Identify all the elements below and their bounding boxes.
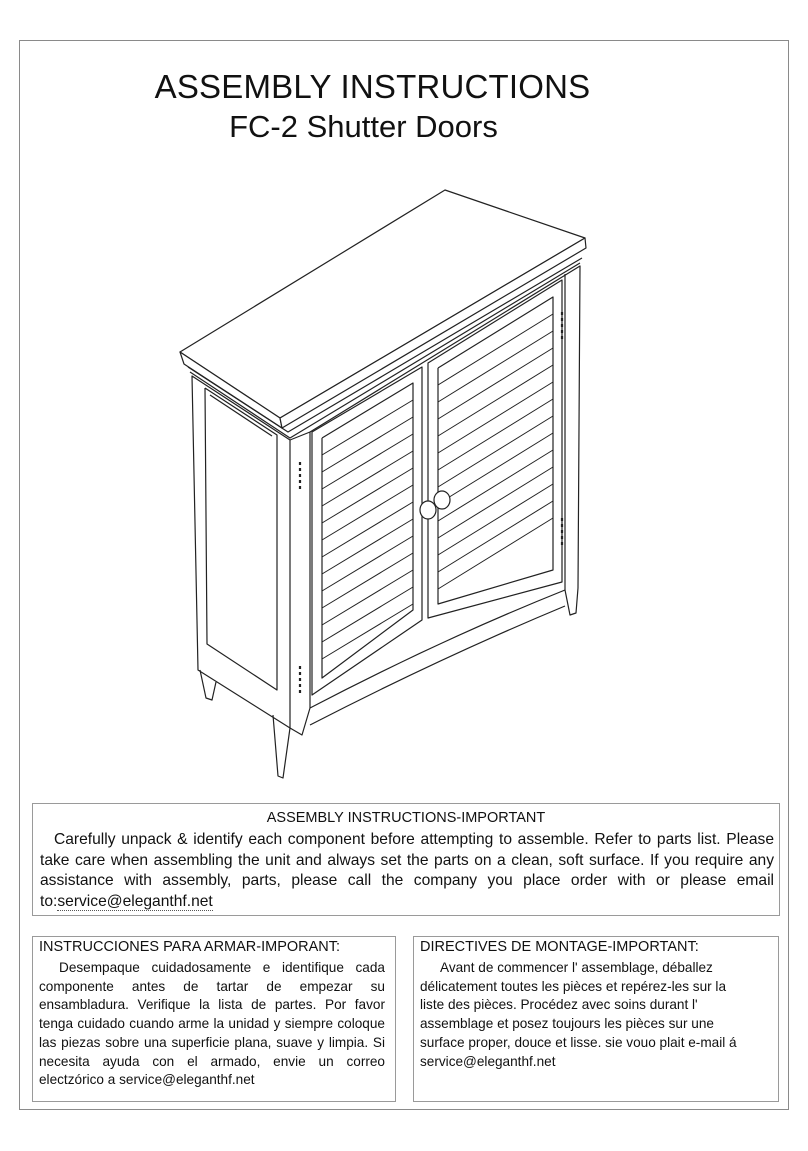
spanish-body xyxy=(39,959,385,1090)
french-line: délicatement toutes les pièces et repérez-les sur la xyxy=(420,978,727,994)
spanish-heading: INSTRUCCIONES PARA ARMAR-IMPORANT: xyxy=(39,939,341,955)
page-title: ASSEMBLY INSTRUCTIONS xyxy=(154,68,591,105)
english-heading: ASSEMBLY INSTRUCTIONS-IMPORTANT xyxy=(266,810,546,826)
french-line: Avant de commencer l' assemblage, déballez xyxy=(440,960,713,975)
french-body xyxy=(420,959,760,1071)
shutter-door-cabinet-drawing xyxy=(150,170,610,790)
french-line: surface proper, douce et lisse. sie vouo plait e-mail á xyxy=(420,1034,737,1050)
french-line: liste des pièces. Procédez avec soins durant l' xyxy=(420,997,698,1013)
french-email-link[interactable]: service@eleganthf.net xyxy=(420,1053,556,1069)
french-line: assemblage et posez toujours les pièces sur une xyxy=(420,1016,714,1032)
french-heading: DIRECTIVES DE MONTAGE-IMPORTANT: xyxy=(420,939,699,955)
english-instructions-box xyxy=(32,803,780,916)
english-body xyxy=(40,830,774,912)
spanish-text: Desempaque cuidadosamente e identifique cada componente antes de tartar de empezar su ensambladura. Verifique la lista de partes. Por favor tenga cuidado cuando arme la unidad y siempre coloque las piezas sobre una superficie plana, suave y limpia. Si necesita ayuda con el armado, envie un correo electzórico a xyxy=(39,960,385,1088)
english-text: Carefully unpack & identify each component before attempting to assemble. Refer to parts list. Please take care when assembling the unit and always set the parts on a clean, soft surface. If you require any assistance with assembly, parts, please call the company you place order with or please email to: xyxy=(40,831,774,910)
spanish-email-link[interactable]: service@eleganthf.net xyxy=(119,1072,255,1088)
english-email-link[interactable]: service@eleganthf.net xyxy=(57,892,213,910)
product-subtitle: FC-2 Shutter Doors xyxy=(229,109,498,144)
french-instructions-box xyxy=(413,936,779,1102)
spanish-instructions-box xyxy=(32,936,396,1102)
